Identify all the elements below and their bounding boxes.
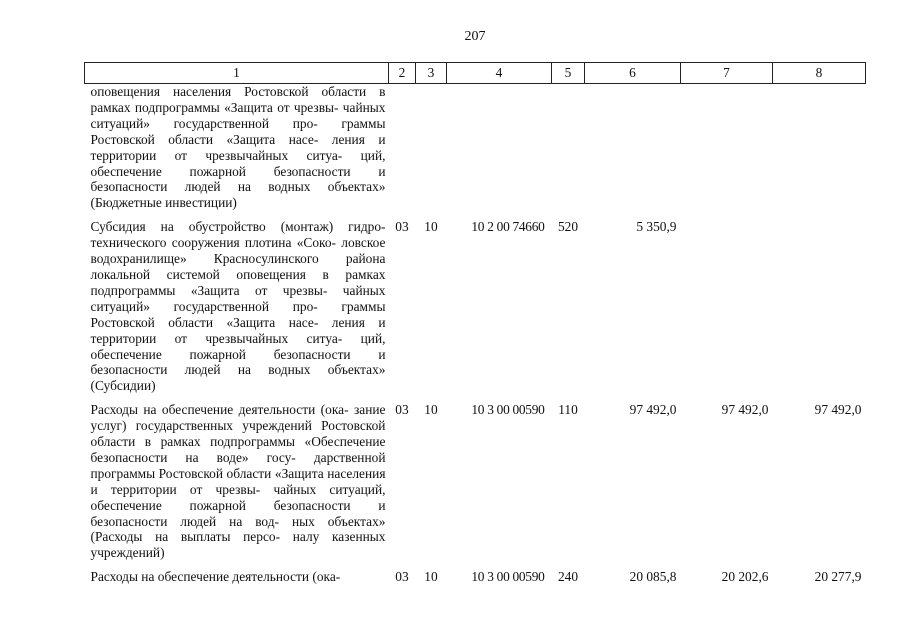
description-line: чайных ситуаций» государственной про-: [90, 282, 386, 314]
amount-col-8: [773, 219, 866, 402]
target-article-code: 10 3 00 00590: [471, 569, 545, 585]
header-col-7: 7: [681, 63, 773, 84]
description-line: района локальной системой оповещения в: [90, 251, 386, 282]
description-line: ций, обеспечение пожарной безопасности и: [90, 147, 386, 179]
expense-type-code: 110: [558, 402, 578, 418]
amount-col-8: 97 492,0: [814, 402, 862, 418]
description-line: ций, обеспечение пожарной безопасности и: [90, 330, 386, 362]
description-line: ных объектах» (Расходы на выплаты персо-: [90, 513, 386, 545]
table-body: [85, 84, 866, 594]
description-line: рамках подпрограммы «Защита от чрезвы-: [90, 99, 339, 115]
amount-col-7: [681, 84, 773, 220]
target-article-code: 10 3 00 00590: [471, 402, 545, 418]
row-description: [85, 569, 389, 593]
table-row: [85, 84, 866, 220]
section-code: 03: [395, 219, 409, 235]
header-row: [85, 63, 866, 84]
amount-col-8: 20 277,9: [814, 569, 862, 585]
description-line: ления и территории от чрезвычайных ситуа-: [90, 131, 386, 163]
description-line: Ростовской области в рамках подпрограммы: [90, 418, 386, 450]
subsection-code: 10: [424, 219, 438, 235]
section-code: 03: [395, 402, 409, 418]
row-description: [85, 84, 389, 220]
page-number: 207: [464, 29, 486, 44]
description-line: технического сооружения плотина «Соко-: [90, 235, 336, 251]
header-col-6: 6: [585, 63, 681, 84]
section-code: 03: [395, 569, 409, 585]
description-line: (Субсидии): [90, 378, 156, 394]
description-line: граммы Ростовской области «Защита насе-: [90, 298, 386, 330]
amount-col-6: 5 350,9: [636, 219, 677, 235]
description-line: ления и территории от чрезвычайных ситуа-: [90, 314, 386, 346]
subsection-code: [416, 84, 447, 220]
table-row: [85, 219, 866, 402]
description-line: Расходы на обеспечение деятельности (ока-: [90, 402, 349, 418]
subsection-code: 10: [424, 402, 438, 418]
header-col-1: 1: [85, 63, 389, 84]
expense-type-code: 520: [557, 219, 579, 235]
header-col-4: 4: [447, 63, 552, 84]
expense-type-code: 240: [557, 569, 579, 585]
description-line: дарственной программы Ростовской области: [90, 449, 386, 481]
amount-col-6: [585, 84, 681, 220]
amount-col-7: 20 202,6: [721, 569, 769, 585]
description-line: Субсидия на обустройство (монтаж) гидро-: [90, 219, 386, 235]
amount-col-8: [773, 84, 866, 220]
description-line: «Обеспечение безопасности на воде» госу-: [90, 434, 386, 465]
table-row: [85, 402, 866, 569]
budget-table: [84, 62, 866, 593]
description-line: чайных ситуаций» государственной про-: [90, 99, 386, 131]
description-line: чайных ситуаций, обеспечение пожарной: [90, 481, 386, 513]
amount-col-6: 97 492,0: [629, 402, 677, 418]
table-header: [85, 63, 866, 84]
row-description: [85, 402, 389, 569]
description-line: граммы Ростовской области «Защита насе-: [90, 115, 386, 147]
table-row: [85, 569, 866, 593]
description-line: рамках подпрограммы «Защита от чрезвы-: [90, 266, 386, 298]
expense-type-code: [552, 84, 585, 220]
header-col-5: 5: [552, 63, 585, 84]
description-line: зание услуг) государственных учреждений: [90, 402, 386, 434]
header-col-3: 3: [416, 63, 447, 84]
description-line: «Защита населения и территории от чрезвы-: [90, 465, 386, 497]
description-line: безопасности людей на водных объектах»: [90, 179, 386, 195]
target-article-code: 10 2 00 74660: [471, 219, 545, 235]
description-line: Расходы на обеспечение деятельности (ока-: [90, 569, 341, 585]
description-line: (Бюджетные инвестиции): [90, 195, 237, 211]
row-description: [85, 219, 389, 402]
target-article-code: [447, 84, 552, 220]
description-line: оповещения населения Ростовской области в: [90, 84, 386, 99]
description-line: налу казенных учреждений): [90, 529, 386, 561]
amount-col-7: [681, 219, 773, 402]
description-line: безопасности людей на водных объектах»: [90, 362, 386, 378]
header-col-2: 2: [389, 63, 416, 84]
header-col-8: 8: [773, 63, 866, 84]
subsection-code: 10: [424, 569, 438, 585]
description-line: ловское водохранилище» Красносулинского: [90, 235, 386, 267]
description-line: безопасности и безопасности людей на вод-: [90, 497, 386, 529]
amount-col-7: 97 492,0: [721, 402, 769, 418]
amount-col-6: 20 085,8: [629, 569, 677, 585]
section-code: [389, 84, 416, 220]
